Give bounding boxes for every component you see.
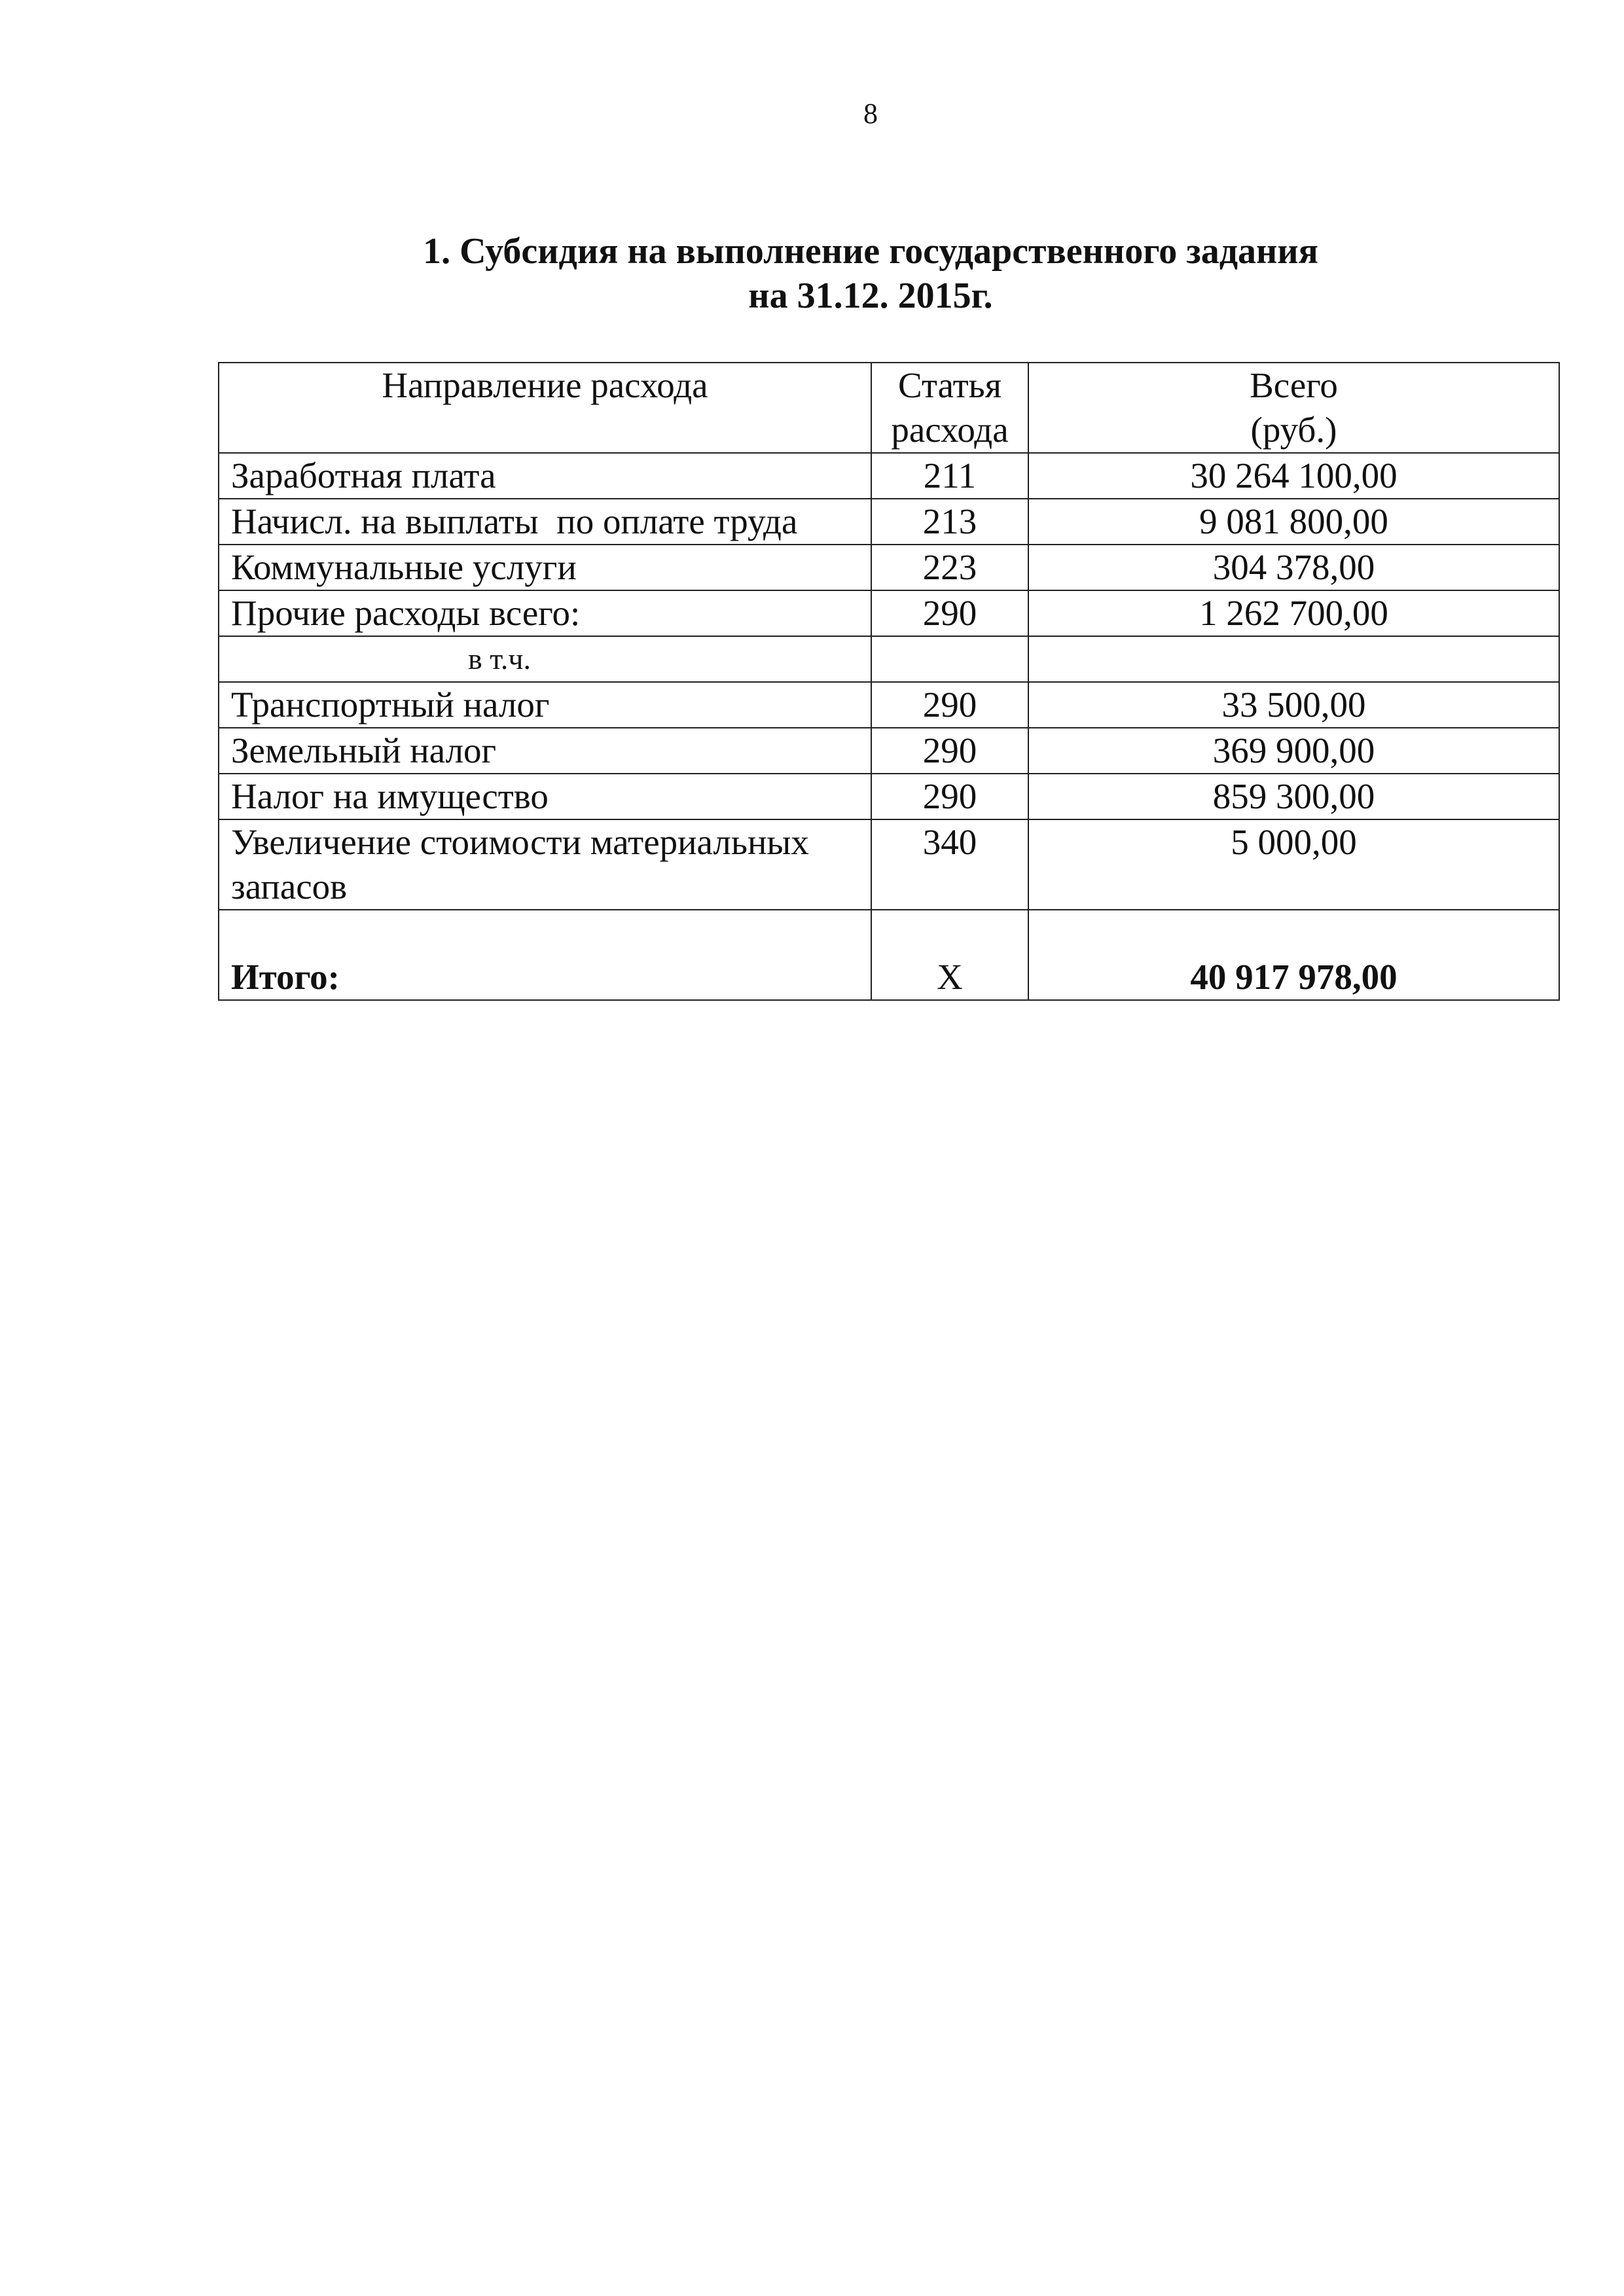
table-row <box>219 819 1559 910</box>
row-article: 290 <box>871 774 1028 819</box>
row-amount: 30 264 100,00 <box>1028 453 1559 499</box>
table-row-subheading <box>219 636 1559 682</box>
total-article: X <box>871 910 1028 1000</box>
row-amount: 9 081 800,00 <box>1028 499 1559 545</box>
row-article: 290 <box>871 590 1028 636</box>
row-article: 340 <box>871 819 1028 910</box>
title-line-2: на 31.12. 2015г. <box>748 276 993 316</box>
row-amount: 33 500,00 <box>1028 682 1559 728</box>
header-article-line1: Статья <box>897 365 1002 405</box>
row-amount: 859 300,00 <box>1028 774 1559 819</box>
row-article: 290 <box>871 728 1028 774</box>
row-amount: 304 378,00 <box>1028 545 1559 590</box>
expense-table <box>218 362 1560 1001</box>
row-amount <box>1028 636 1559 682</box>
header-total-line2: (руб.) <box>1250 410 1337 450</box>
table-header-row <box>219 363 1559 453</box>
table-row <box>219 545 1559 590</box>
row-amount: 1 262 700,00 <box>1028 590 1559 636</box>
row-direction: Налог на имущество <box>219 774 871 819</box>
header-total-line1: Всего <box>1250 365 1338 405</box>
table-row <box>219 728 1559 774</box>
total-amount: 40 917 978,00 <box>1028 910 1559 1000</box>
row-direction: Коммунальные услуги <box>219 545 871 590</box>
row-article: 213 <box>871 499 1028 545</box>
header-article-line2: расхода <box>891 410 1009 450</box>
total-label: Итого: <box>219 910 871 1000</box>
row-direction: Заработная плата <box>219 453 871 499</box>
header-direction: Направление расхода <box>219 363 871 453</box>
table-row <box>219 453 1559 499</box>
row-amount: 369 900,00 <box>1028 728 1559 774</box>
row-direction: Земельный налог <box>219 728 871 774</box>
row-direction: Прочие расходы всего: <box>219 590 871 636</box>
table-total-row <box>219 910 1559 1000</box>
row-direction: в т.ч. <box>219 636 871 682</box>
row-article: 211 <box>871 453 1028 499</box>
table-row <box>219 774 1559 819</box>
row-article <box>871 636 1028 682</box>
table-row <box>219 499 1559 545</box>
row-direction: Увеличение стоимости материальных запасов <box>219 819 871 910</box>
table-row <box>219 682 1559 728</box>
row-direction: Начисл. на выплаты по оплате труда <box>219 499 871 545</box>
page-number: 8 <box>863 98 878 130</box>
row-article: 290 <box>871 682 1028 728</box>
header-article <box>871 363 1028 453</box>
document-title <box>0 229 1624 318</box>
row-article: 223 <box>871 545 1028 590</box>
title-line-1: 1. Субсидия на выполнение государственного задания <box>423 231 1318 272</box>
table-row <box>219 590 1559 636</box>
header-total <box>1028 363 1559 453</box>
row-amount: 5 000,00 <box>1028 819 1559 910</box>
row-direction: Транспортный налог <box>219 682 871 728</box>
